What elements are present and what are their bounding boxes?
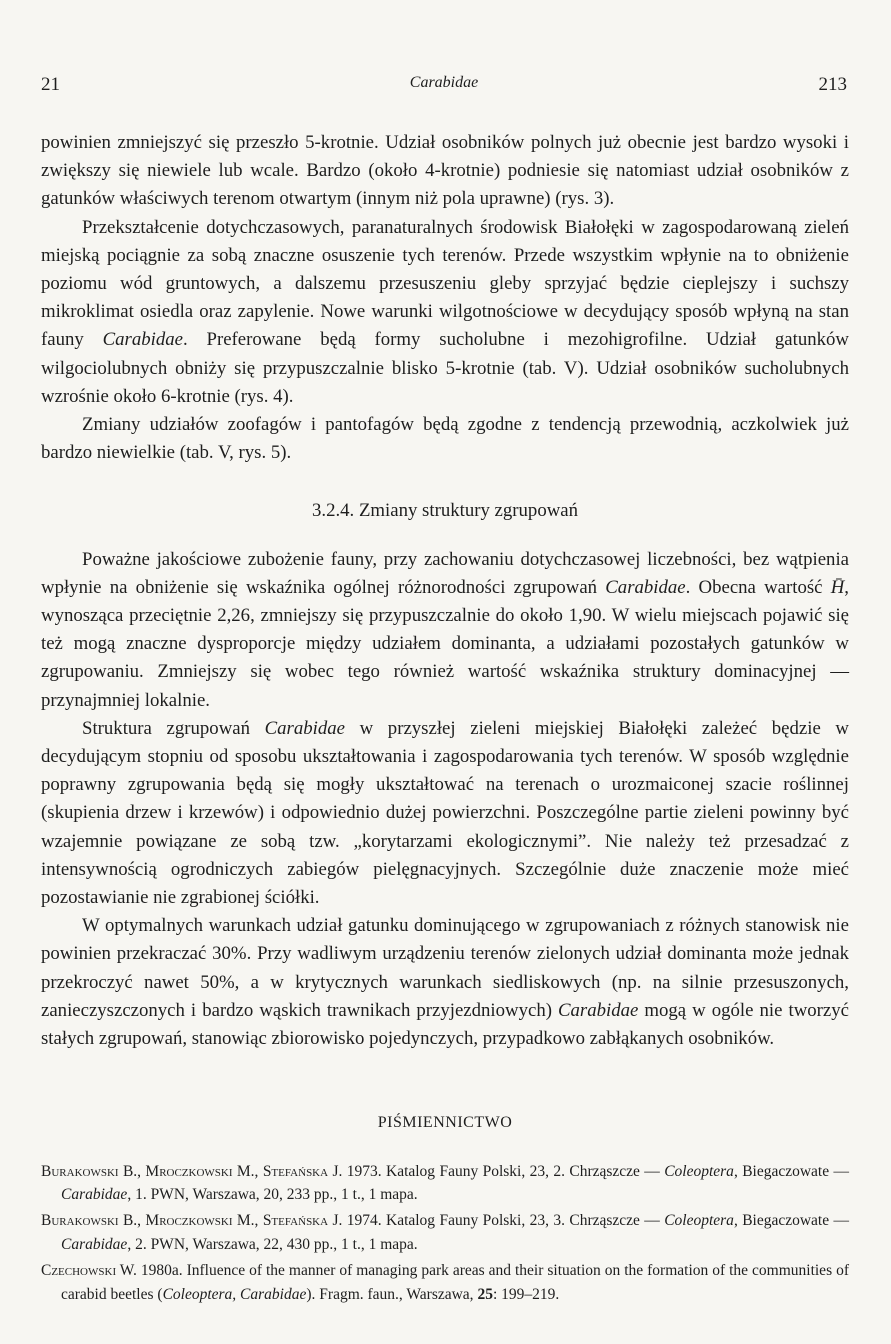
reference-authors: Burakowski B., Mroczkowski M., Stefańska J. [41, 1162, 343, 1180]
reference-italic: Coleoptera, Carabidae [162, 1285, 307, 1303]
paragraph-5 [41, 715, 849, 912]
paragraph-6 [41, 912, 849, 1053]
reference-italic: Carabidae [61, 1185, 128, 1203]
running-title: Carabidae [409, 74, 479, 91]
section-heading: 3.2.4. Zmiany struktury zgrupowań [311, 500, 579, 522]
reference-authors: Czechowski W. [41, 1262, 137, 1280]
taxon-name: Carabidae [102, 329, 183, 351]
reference-text: 1980a. Influence of the manner of managing park areas and their situation on the formation of the communities of carabid beetles ( [61, 1262, 849, 1303]
taxon-name: Carabidae [264, 717, 345, 739]
paragraph-2 [41, 214, 849, 411]
references-heading: PIŚMIENNICTWO [377, 1114, 513, 1132]
reference-authors: Burakowski B., Mroczkowski M., Stefańska J. [41, 1212, 343, 1230]
reference-text: ). Fragm. faun., Warszawa, [306, 1285, 478, 1303]
paragraph-2-text-a: Przekształcenie dotychczasowych, paranaturalnych środowisk Białołęki w zagospodarowaną zieleń miejską pociągnie za sobą znaczne osuszenie tych terenów. Przede wszystkim wpłynie na to obniżenie poziomu wód gruntowych, a dalszemu przesuszeniu gleby sprzyjać będzie cieplejszy i suchszy mikroklimat osiedla oraz zapylenie. Nowe warunki wilgotnościowe w decydujący sposób wpłyną na stan fauny [41, 216, 849, 351]
reference-text: , 1. PWN, Warszawa, 20, 233 pp., 1 t., 1 mapa. [127, 1185, 418, 1203]
reference-item [41, 1259, 849, 1306]
paragraph-5-text-b: w przyszłej zieleni miejskiej Białołęki zależeć będzie w decydującym stopniu od sposobu ukształtowania i zagospodarowania tych terenów. W sposób względnie poprawny zgrupowania będą się mogły ukształtować na terenach o urozmaiconej szacie roślinnej (skupienia drzew i krzewów) i odpowiednio dużej powierzchni. Poszczególne partie zieleni powinny być wzajemnie powiązane ze sobą tzw. „korytarzami ekologicznymi”. Nie należy też przesadzać z intensywnością ogrodniczych zabiegów pielęgnacyjnych. Szczególnie duże znaczenie może mieć pozostawianie nie zgrabionej ściółki. [41, 717, 849, 909]
reference-text: 1974. Katalog Fauny Polski, 23, 3. Chrząszcze — [342, 1212, 665, 1230]
body-text [41, 129, 849, 1309]
page-number: 213 [818, 74, 847, 95]
references-list [41, 1160, 849, 1306]
paragraph-1: powinien zmniejszyć się przeszło 5-krotnie. Udział osobników polnych już obecnie jest bardzo wysoki i zwiększy się niewiele lub wcale. Bardzo (około 4-krotnie) podniesie się natomiast udział osobników z gatunków właściwych terenom otwartym (innym niż pola uprawne) (rys. 3). [41, 132, 849, 210]
reference-italic: Coleoptera [664, 1212, 734, 1230]
reference-text: , Biegaczowate — [733, 1162, 849, 1180]
reference-volume: 25 [477, 1285, 493, 1303]
reference-item [41, 1209, 849, 1256]
paragraph-4 [41, 546, 849, 715]
paragraph-6-text-b: mogą w ogóle nie tworzyć stałych zgrupowań, stanowiąc zbiorowisko pojedynczych, przypadkowo zabłąkanych osobników. [41, 999, 849, 1050]
reference-text: , 2. PWN, Warszawa, 22, 430 pp., 1 t., 1 mapa. [127, 1235, 418, 1253]
paragraph-4-text-c: , wynosząca przeciętnie 2,26, zmniejszy się przypuszczalnie do około 1,90. W wielu miejscach pojawić się też mogą znaczne dysproporcje między udziałem dominanta, a udziałami pozostałych gatunków w zgrupowaniu. Zmniejszy się wobec tego również wartość wskaźnika struktury dominacyjnej — przynajmniej lokalnie. [41, 576, 849, 711]
paragraph-3: Zmiany udziałów zoofagów i pantofagów będą zgodne z tendencją przewodnią, aczkolwiek już bardzo niewielkie (tab. V, rys. 5). [41, 414, 849, 464]
paragraph-4-text-a: Poważne jakościowe zubożenie fauny, przy zachowaniu dotychczasowej liczebności, bez wątpienia wpłynie na obniżenie się wskaźnika ogólnej różnorodności zgrupowań [41, 548, 849, 598]
chapter-number: 21 [41, 74, 60, 95]
taxon-name: Carabidae [558, 999, 639, 1021]
paragraph-4-text-b: . Obecna wartość [685, 576, 831, 598]
reference-italic: Carabidae [61, 1235, 128, 1253]
paragraph-5-text-a: Struktura zgrupowań [82, 717, 265, 739]
diversity-symbol: H̄ [830, 576, 845, 598]
running-header [41, 74, 847, 100]
reference-text: , Biegaczowate — [733, 1212, 849, 1230]
reference-text: 1973. Katalog Fauny Polski, 23, 2. Chrząszcze — [342, 1162, 665, 1180]
reference-text: : 199–219. [492, 1285, 560, 1303]
reference-italic: Coleoptera [664, 1162, 734, 1180]
taxon-name: Carabidae [605, 576, 686, 598]
reference-item [41, 1160, 849, 1207]
paragraph-6-text-a: W optymalnych warunkach udział gatunku dominującego w zgrupowaniach z różnych stanowisk nie powinien przekraczać 30%. Przy wadliwym urządzeniu terenów zielonych udział dominanta może jednak przekroczyć nawet 50%, a w krytycznych warunkach siedliskowych (np. na silnie przesuszonych, zanieczyszczonych i bardzo wąskich trawnikach przyjezdniowych) [41, 915, 849, 1021]
paragraph-2-text-b: . Preferowane będą formy sucholubne i mezohigrofilne. Udział gatunków wilgociolubnych obniży się przypuszczalnie blisko 5-krotnie (tab. V). Udział osobników sucholubnych wzrośnie około 6-krotnie (rys. 4). [41, 329, 849, 407]
